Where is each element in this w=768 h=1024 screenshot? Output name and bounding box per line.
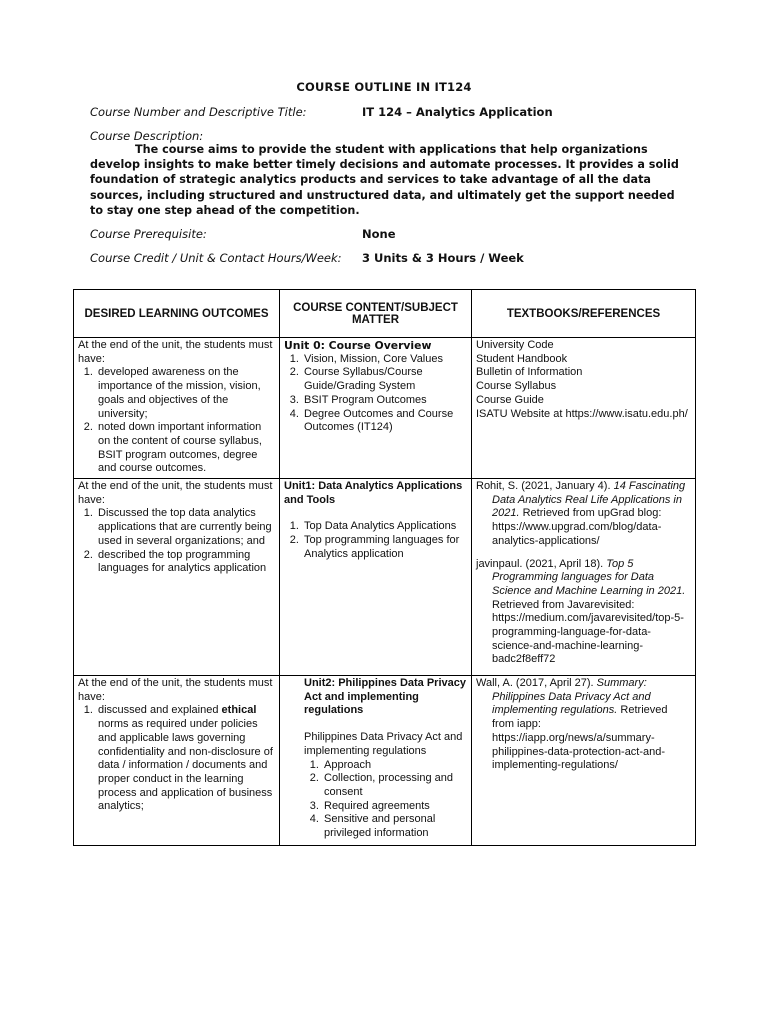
outcomes-lead: At the end of the unit, the students must have:: [78, 677, 273, 703]
list-item: 2. Top programming languages for Analytics application: [302, 534, 467, 561]
course-prerequisite-label: Course Prerequisite:: [90, 227, 207, 241]
list-item: 1. Approach: [322, 759, 467, 773]
reference-item: Course Syllabus: [476, 380, 557, 393]
course-outline-table: [73, 289, 696, 846]
reference-item: Bulletin of Information: [476, 366, 583, 379]
header-references: TEXTBOOKS/REFERENCES: [472, 290, 696, 338]
list-item: 1. Discussed the top data analytics applications that are currently being used in several organizations; and: [96, 507, 275, 548]
references-cell: [472, 338, 696, 479]
outcomes-lead: At the end of the unit, the students must have:: [78, 480, 273, 506]
table-header-row: [74, 290, 696, 338]
references-cell: [472, 479, 696, 676]
header-learning-outcomes: DESIRED LEARNING OUTCOMES: [74, 290, 280, 338]
list-item: 1. Top Data Analytics Applications: [302, 520, 467, 534]
course-credit-value: 3 Units & 3 Hours / Week: [362, 251, 524, 265]
course-description-text: The course aims to provide the student with applications that help organizations develop insights to make better timely decisions and automate processes. It provides a solid foundation of strategic analytics products and services to take advantage of all the data sources, including structured and unstructured data, and ultimately get the support needed to stay one step ahead of the competition.: [90, 143, 679, 217]
course-credit-row: [90, 251, 524, 265]
table-row: [74, 479, 696, 676]
course-number-label: Course Number and Descriptive Title:: [90, 105, 307, 119]
reference-item: Student Handbook: [476, 352, 568, 365]
content-list: [304, 759, 467, 841]
table-row: [74, 676, 696, 846]
list-item: 3. BSIT Program Outcomes: [302, 394, 467, 408]
list-item: 3. Required agreements: [322, 800, 467, 814]
list-item: 1. discussed and explained ethical norms as required under policies and applicable laws governing confidentiality and non-disclosure of data / information / documents and proper conduct in the learning process and application of business analytics;: [96, 704, 275, 814]
outcomes-list: [78, 704, 275, 814]
reference-item: javinpaul. (2021, April 18). Top 5 Programming languages for Data Science and Machine Learning in 2021. Retrieved from Javarevisited: https://medium.com/javarevisited/top-5-programming-language-for-data-science-and-machine-learning-badc2f8eff72: [476, 557, 686, 666]
course-number-row: [90, 105, 553, 119]
list-item: 1. Vision, Mission, Core Values: [302, 353, 467, 367]
table-row: [74, 338, 696, 479]
course-number-value: IT 124 – Analytics Application: [362, 105, 553, 119]
references-cell: [472, 676, 696, 846]
content-list: [284, 353, 467, 435]
course-credit-label: Course Credit / Unit & Contact Hours/Week:: [90, 251, 342, 265]
list-item: 4. Sensitive and personal privileged information: [322, 813, 467, 840]
document-title: COURSE OUTLINE IN IT124: [296, 80, 472, 94]
content-cell: [280, 338, 472, 479]
header-course-content: COURSE CONTENT/SUBJECT MATTER: [280, 290, 472, 338]
content-lead: Philippines Data Privacy Act and implementing regulations: [304, 731, 463, 757]
outcomes-cell: [74, 676, 280, 846]
outcomes-cell: [74, 479, 280, 676]
reference-item: Rohit, S. (2021, January 4). 14 Fascinating Data Analytics Real Life Applications in 2021. Retrieved from upGrad blog: https://www.upgrad.com/blog/data-analytics-applications/: [476, 480, 686, 547]
course-prerequisite-value: None: [362, 227, 396, 241]
list-item: 2. noted down important information on the content of course syllabus, BSIT program outcomes, degree and course outcomes.: [96, 421, 275, 476]
unit-title: Unit2: Philippines Data Privacy Act and implementing regulations: [304, 677, 466, 717]
reference-item: Course Guide: [476, 393, 544, 406]
reference-item: University Code: [476, 339, 554, 351]
list-item: 1. developed awareness on the importance of the mission, vision, goals and objectives of the university;: [96, 366, 275, 421]
content-cell: [280, 676, 472, 846]
list-item: 4. Degree Outcomes and Course Outcomes (IT124): [302, 408, 467, 435]
reference-item: Wall, A. (2017, April 27). Summary: Philippines Data Privacy Act and implementing regulations. Retrieved from iapp: https://iapp.org/news/a/summary-philippines-data-protection-act-and-implementing-regulations/: [476, 677, 668, 772]
content-cell: [280, 479, 472, 676]
content-list: [284, 520, 467, 561]
outcomes-list: [78, 366, 275, 476]
list-item: 2. described the top programming languages for analytics application: [96, 549, 275, 576]
outcomes-list: [78, 507, 275, 576]
reference-item: ISATU Website at https://www.isatu.edu.ph/: [476, 407, 688, 420]
course-description-label: Course Description:: [90, 129, 204, 143]
outcomes-lead: At the end of the unit, the students must have:: [78, 339, 273, 365]
list-item: 2. Course Syllabus/Course Guide/Grading System: [302, 366, 467, 393]
unit-title: Unit 0: Course Overview: [284, 339, 432, 352]
list-item: 2. Collection, processing and consent: [322, 772, 467, 799]
unit-title: Unit1: Data Analytics Applications and Tools: [284, 480, 463, 506]
course-prerequisite-row: [90, 227, 396, 241]
outcomes-cell: [74, 338, 280, 479]
